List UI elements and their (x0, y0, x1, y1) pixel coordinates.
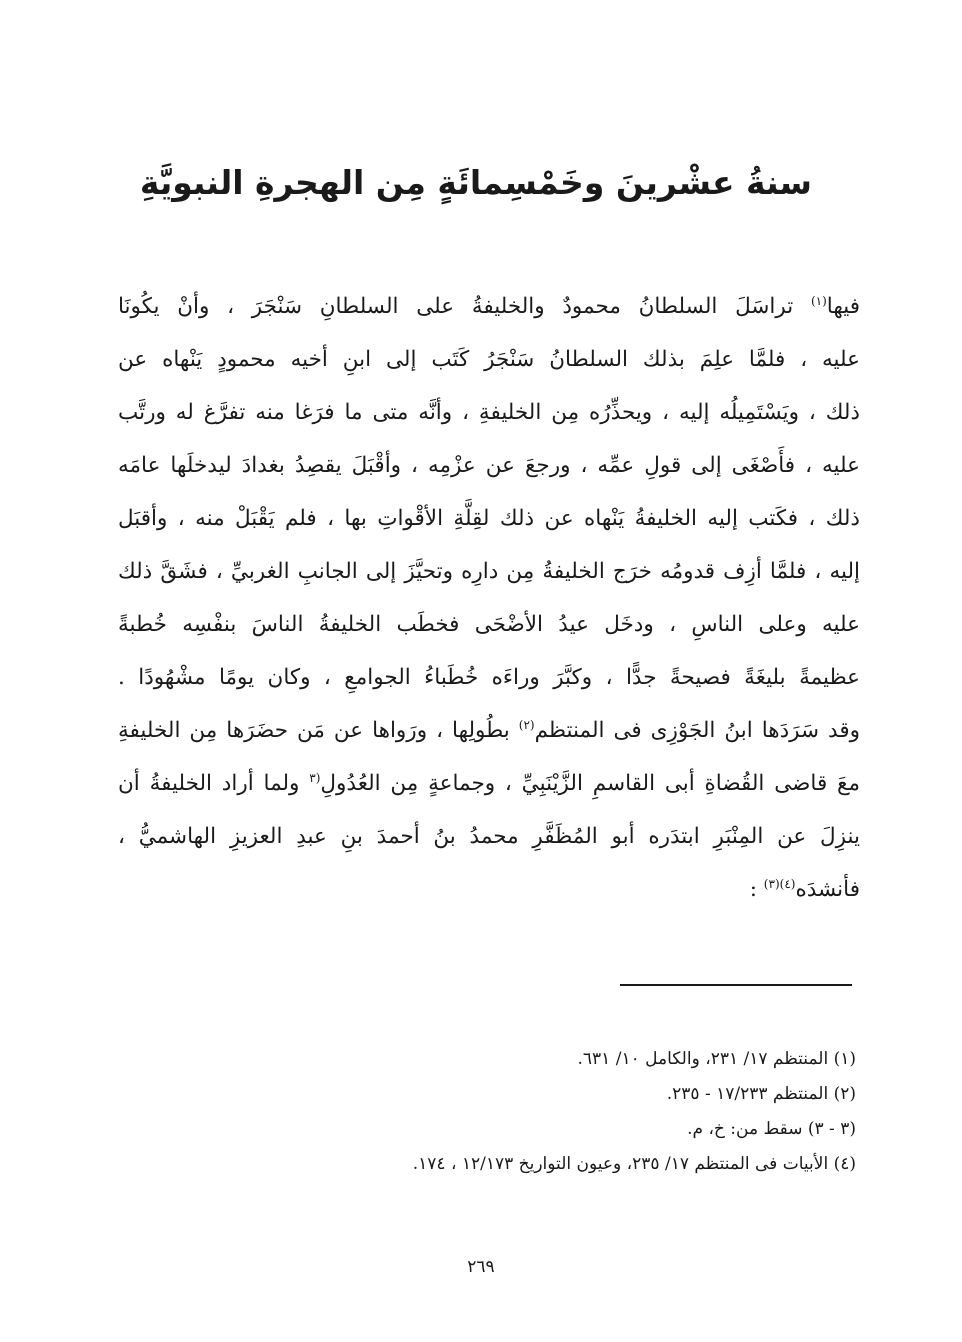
footnote-ref[interactable]: (٣ (309, 770, 321, 785)
footnotes (118, 1042, 856, 1182)
text-segment: : (749, 877, 764, 902)
text-line (118, 757, 860, 810)
text-line: ذلك ، فكَتب إليه الخليفةُ يَنْهاه عن ذلك لقِلَّةِ الأقْواتِ بها ، فلم يَقْبَلْ منه ، وأقبَل (118, 506, 860, 531)
text-line: عظيمةً بليغَةً فصيحةً جدًّا ، وكبَّرَ وراءَه خُطَباءُ الجوامعِ ، وكان يومًا مشْهُودًا . (118, 665, 860, 690)
chapter-title: سنةُ عشْرينَ وخَمْسِمائَةٍ مِن الهجرةِ النبويَّةِ (139, 163, 812, 202)
text-line: عليه ، فأَصْغَى إلى قولِ عمِّه ، ورجعَ عن عزْمِه ، وأقْبَلَ يقصِدُ بغدادَ ليدخلَها عامَه (118, 453, 860, 478)
text-line: عليه ، فلمَّا علِمَ بذلك السلطانُ سَنْجَرُ كَتَب إلى ابنِ أخيه محمودٍ يَنْهاه عن (118, 347, 860, 372)
footnote-ref[interactable]: (١) (810, 293, 827, 308)
main-text (118, 280, 860, 916)
footnote-ref[interactable]: (٤)(٣) (763, 876, 796, 891)
text-segment: وقد سَرَدَها ابنُ الجَوْزِى فى المنتظم (534, 718, 860, 743)
text-line: إليه ، فلمَّا أزِف قدومُه خرَج الخليفةُ مِن دارِه وتحيَّزَ إلى الجانبِ الغربيِّ ، فشَقَّ ذلك (118, 559, 860, 584)
footnote-ref[interactable]: (٢) (518, 717, 535, 732)
text-line: عليه وعلى الناسِ ، ودخَل عيدُ الأضْحَى فخطَب الخليفةُ الناسَ بنفْسِه خُطبةً (118, 612, 860, 637)
footnote: (١) المنتظم ١٧/ ٢٣١، والكامل ١٠/ ٦٣١. (577, 1049, 856, 1069)
text-line (118, 863, 860, 916)
text-segment: معَ قاضى القُضاةِ أبى القاسمِ الزَّيْنَبِيِّ ، وجماعةٍ مِن العُدُولِ (320, 771, 860, 796)
footnote: (٤) الأبيات فى المنتظم ١٧/ ٢٣٥، وعيون التواريخ ١٢/١٧٣ ، ١٧٤. (412, 1154, 856, 1174)
page-number: ٢٦٩ (467, 1257, 495, 1277)
footnote: (٢) المنتظم ١٧/٢٣٣ - ٢٣٥. (666, 1084, 856, 1104)
text-segment: ولما أراد الخليفةُ أن (118, 771, 310, 796)
text-segment: فأنشدَه (795, 877, 860, 902)
text-line (118, 280, 860, 333)
text-line: ذلك ، ويَسْتَمِيلُه إليه ، ويحذِّرُه مِن الخليفةِ ، وأنَّه متى ما فرَغا منه تفرَّغ له ورتَّب (118, 400, 860, 425)
text-segment: تراسَلَ السلطانُ محمودٌ والخليفةُ على السلطانِ سَنْجَرَ ، وأنْ يكُونَا (118, 294, 811, 319)
text-segment: فيها (826, 294, 860, 319)
footnote: (٣ - ٣) سقط من: خ، م. (687, 1119, 856, 1139)
text-segment: بطُولِها ، ورَواها عن مَن حضَرَها مِن الخليفةِ (118, 718, 519, 743)
text-line: ينزِلَ عن المِنْبَرِ ابتدَره أبو المُظَفَّرِ محمدُ بنُ أحمدَ بنِ عبدِ العزيزِ الهاشميُّ ، (118, 824, 860, 849)
footnote-separator (620, 984, 852, 986)
text-line (118, 704, 860, 757)
